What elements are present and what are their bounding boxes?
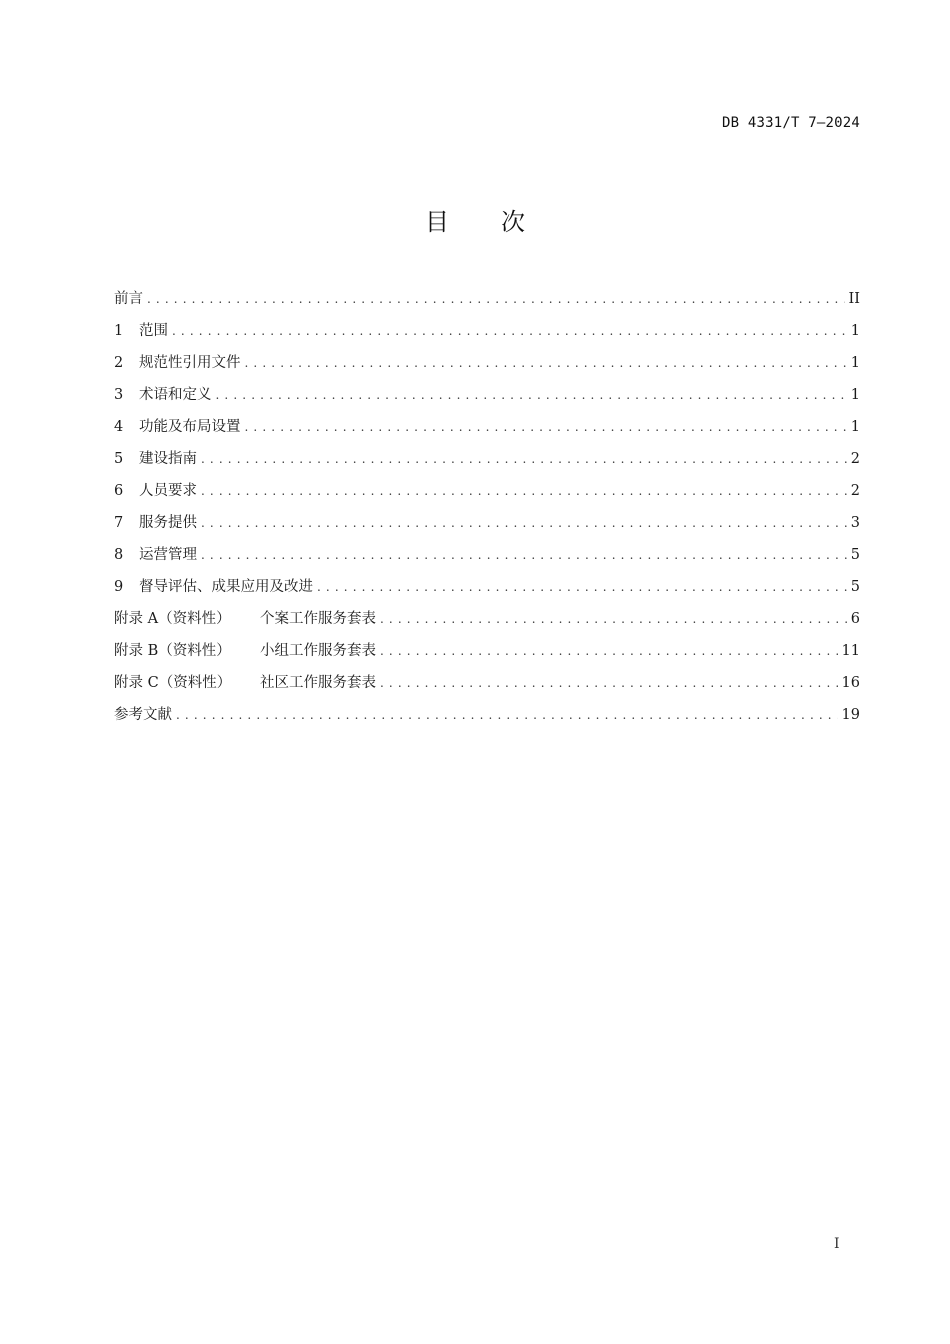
toc-entry-page: 1 — [850, 355, 860, 371]
toc-entry-number: 7 — [114, 515, 124, 531]
toc-entry-number: 9 — [114, 579, 124, 595]
toc-entry-page: 1 — [850, 419, 860, 435]
toc-entry-bibliography[interactable] — [114, 703, 860, 735]
toc-entry-label: 个案工作服务套表 — [260, 611, 376, 627]
dot-leader — [172, 324, 847, 338]
toc-entry-page: II — [848, 291, 860, 307]
toc-entry-supervision-evaluation[interactable] — [114, 575, 860, 607]
toc-entry-scope[interactable] — [114, 319, 860, 351]
toc-entry-page: 3 — [850, 515, 860, 531]
dot-leader — [245, 420, 847, 434]
toc-entry-foreword[interactable] — [114, 287, 860, 319]
page-title — [0, 202, 950, 237]
toc-entry-number: 6 — [114, 483, 124, 499]
toc-entry-appendix-prefix: 附录 C（资料性） — [114, 675, 232, 691]
toc-entry-label: 督导评估、成果应用及改进 — [139, 579, 313, 595]
toc-entry-appendix-a[interactable] — [114, 607, 860, 639]
toc-entry-page: 2 — [850, 483, 860, 499]
document-code: DB 4331/T 7—2024 — [721, 115, 860, 131]
toc-entry-number: 1 — [114, 323, 124, 339]
toc-entry-appendix-b[interactable] — [114, 639, 860, 671]
toc-entry-terms-definitions[interactable] — [114, 383, 860, 415]
toc-entry-function-layout[interactable] — [114, 415, 860, 447]
table-of-contents — [114, 287, 860, 735]
dot-leader — [201, 516, 847, 530]
dot-leader — [380, 644, 838, 658]
page-number: I — [834, 1236, 840, 1252]
toc-entry-personnel-requirements[interactable] — [114, 479, 860, 511]
toc-entry-label: 范围 — [139, 323, 168, 339]
toc-entry-appendix-prefix: 附录 A（资料性） — [114, 611, 231, 627]
title-char-2: 次 — [501, 208, 525, 236]
toc-entry-label: 前言 — [114, 291, 143, 307]
toc-entry-label: 术语和定义 — [139, 387, 212, 403]
toc-entry-number: 8 — [114, 547, 124, 563]
toc-entry-label: 参考文献 — [114, 707, 172, 723]
toc-entry-operation-management[interactable] — [114, 543, 860, 575]
toc-entry-appendix-c[interactable] — [114, 671, 860, 703]
toc-entry-normative-references[interactable] — [114, 351, 860, 383]
toc-entry-label: 功能及布局设置 — [139, 419, 241, 435]
toc-entry-page: 5 — [850, 579, 860, 595]
toc-entry-label: 服务提供 — [139, 515, 197, 531]
toc-entry-page: 1 — [850, 387, 860, 403]
dot-leader — [317, 580, 847, 594]
dot-leader — [176, 708, 838, 722]
toc-entry-page: 2 — [850, 451, 860, 467]
dot-leader — [380, 612, 847, 626]
toc-entry-label: 运营管理 — [139, 547, 197, 563]
toc-entry-construction-guide[interactable] — [114, 447, 860, 479]
toc-entry-service-provision[interactable] — [114, 511, 860, 543]
toc-entry-label: 小组工作服务套表 — [260, 643, 376, 659]
dot-leader — [147, 292, 845, 306]
dot-leader — [201, 484, 847, 498]
toc-entry-number: 4 — [114, 419, 124, 435]
toc-entry-page: 6 — [850, 611, 860, 627]
title-char-1: 目 — [425, 208, 449, 236]
toc-entry-page: 16 — [841, 675, 860, 691]
toc-entry-page: 5 — [850, 547, 860, 563]
toc-entry-page: 11 — [841, 643, 860, 659]
toc-entry-label: 建设指南 — [139, 451, 197, 467]
toc-entry-label: 社区工作服务套表 — [260, 675, 376, 691]
dot-leader — [201, 452, 847, 466]
toc-entry-number: 3 — [114, 387, 124, 403]
dot-leader — [216, 388, 847, 402]
dot-leader — [201, 548, 847, 562]
toc-entry-number: 2 — [114, 355, 124, 371]
toc-entry-appendix-prefix: 附录 B（资料性） — [114, 643, 231, 659]
toc-entry-label: 人员要求 — [139, 483, 197, 499]
toc-entry-page: 19 — [841, 707, 860, 723]
toc-entry-label: 规范性引用文件 — [139, 355, 241, 371]
dot-leader — [380, 676, 838, 690]
dot-leader — [245, 356, 847, 370]
toc-entry-number: 5 — [114, 451, 124, 467]
toc-entry-page: 1 — [850, 323, 860, 339]
